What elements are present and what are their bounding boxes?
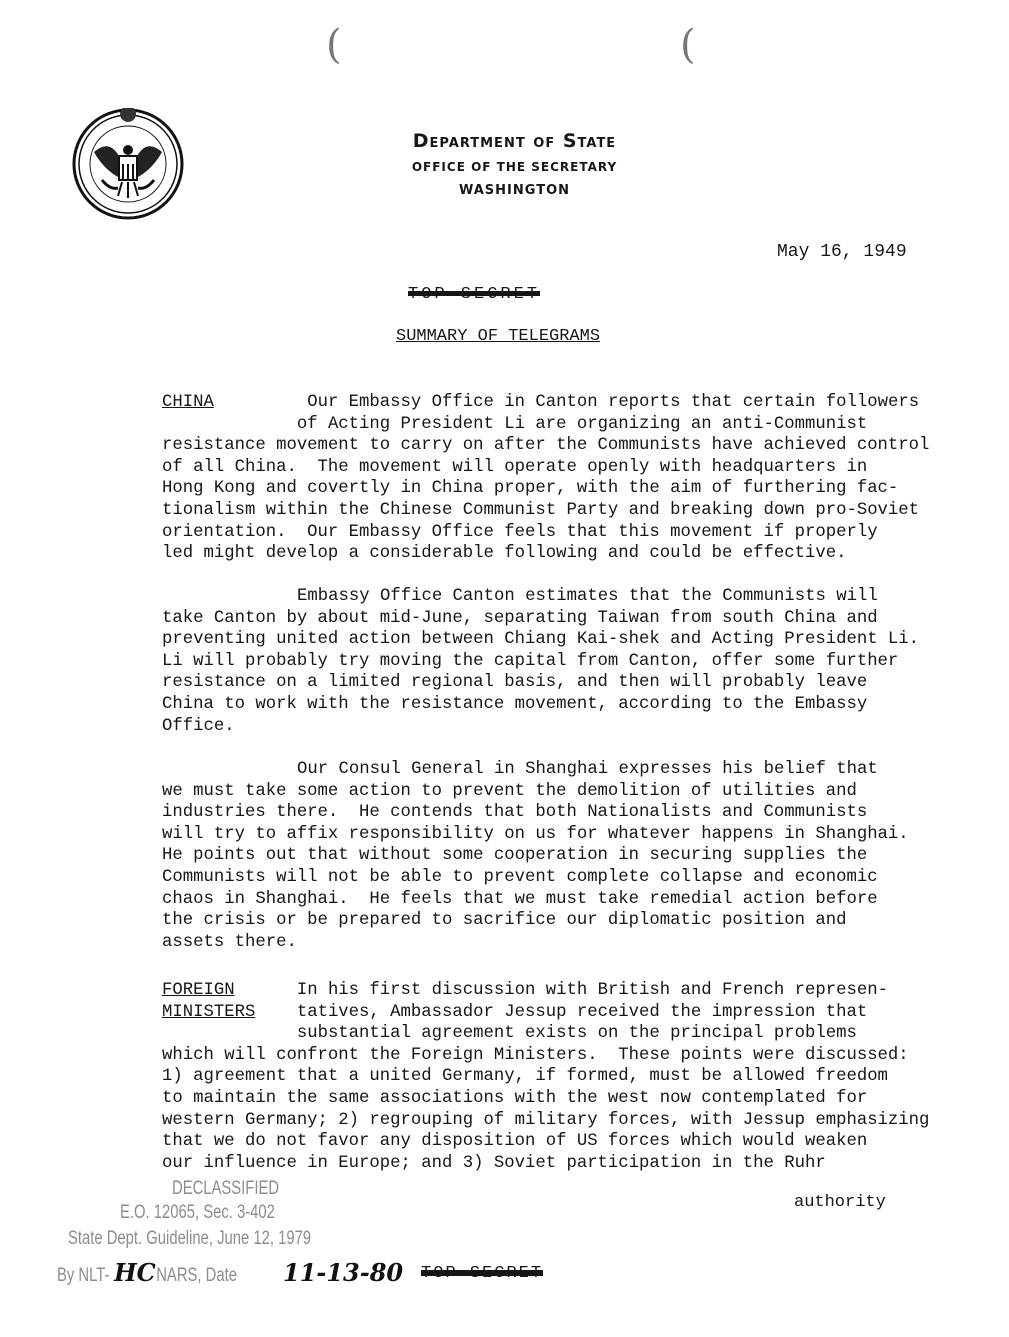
handwritten-date: 11-13-80	[283, 1258, 404, 1287]
letterhead-department: Department of State	[412, 130, 617, 152]
declassified-by: By NLT- NARS, Date	[57, 1265, 237, 1286]
continuation-word: authority	[794, 1193, 886, 1212]
letterhead-city: WASHINGTON	[458, 183, 571, 198]
china-paragraph-2: Embassy Office Canton estimates that the Communists will take Canton by about mid-June, separating Taiwan from south China and preventing united action between Chiang Kai-shek and Acting President Li. Li will probably try moving the capital from Canton, offer some further resistance on a limited regional basis, and then will probably leave China to work with the resistance movement, according to the Embassy Office.	[162, 587, 920, 736]
margin-mark-left: (	[326, 22, 342, 68]
china-paragraph-3: Our Consul General in Shanghai expresses his belief that we must take some action to prevent the demolition of utilities and industries there. He contends that both Nationalists and Communists will try to affix responsibility on us for whatever happens in Shanghai. He points out that without some cooperation in securing supplies the Communists will not be able to prevent complete collapse and economic chaos in Shanghai. He feels that we must take remedial action before the crisis or be prepared to sacrifice our diplomatic position and assets there.	[162, 760, 909, 952]
china-paragraph-1: CHINA Our Embassy Office in Canton reports that certain followers of Acting President Li are organizing an anti-Communist resistance movement to carry on after the Communists have achieved control of all China. The movement will operate openly with headquarters in Hong Kong and covertly in China proper, with the aim of furthering fac- tionalism within the Chinese Communist Party and breaking down pro-Soviet orientation. Our Embassy Office feels that this movement if properly led might develop a considerable following and could be effective.	[162, 393, 930, 564]
declassified-authority: E.O. 12065, Sec. 3-402	[120, 1202, 275, 1223]
declassified-guideline: State Dept. Guideline, June 12, 1979	[68, 1228, 312, 1249]
section-label-foreign: FOREIGN	[162, 981, 235, 1000]
document-date: May 16, 1949	[777, 242, 907, 262]
margin-mark-right: (	[680, 22, 696, 68]
document-title: SUMMARY OF TELEGRAMS	[396, 327, 601, 346]
foreign-ministers-paragraph: FOREIGN In his first discussion with British and French represen- MINISTERS tatives, Ambassador Jessup received the impression that substantial agreement exists on the principal problems which will confront the Foreign Ministers. These points were discussed: 1) agreement that a united Germany, if formed, must be allowed freedom to maintain the same associations with the west now contemplated for western Germany; 2) regrouping of military forces, with Jessup emphasizing that we do not favor any disposition of US forces which would weaken our influence in Europe; and 3) Soviet participation in the Ruhr	[162, 981, 930, 1173]
classification-top: TOP SECRET	[408, 285, 541, 304]
classification-footer: TOP SECRET	[421, 1264, 544, 1283]
handwritten-initials: HC	[114, 1258, 156, 1287]
letterhead-office: OFFICE OF THE SECRETARY	[411, 160, 618, 174]
section-label-ministers: MINISTERS	[162, 1002, 256, 1022]
declassified-stamp: DECLASSIFIED	[172, 1178, 280, 1199]
section-label-china: CHINA	[162, 393, 214, 412]
